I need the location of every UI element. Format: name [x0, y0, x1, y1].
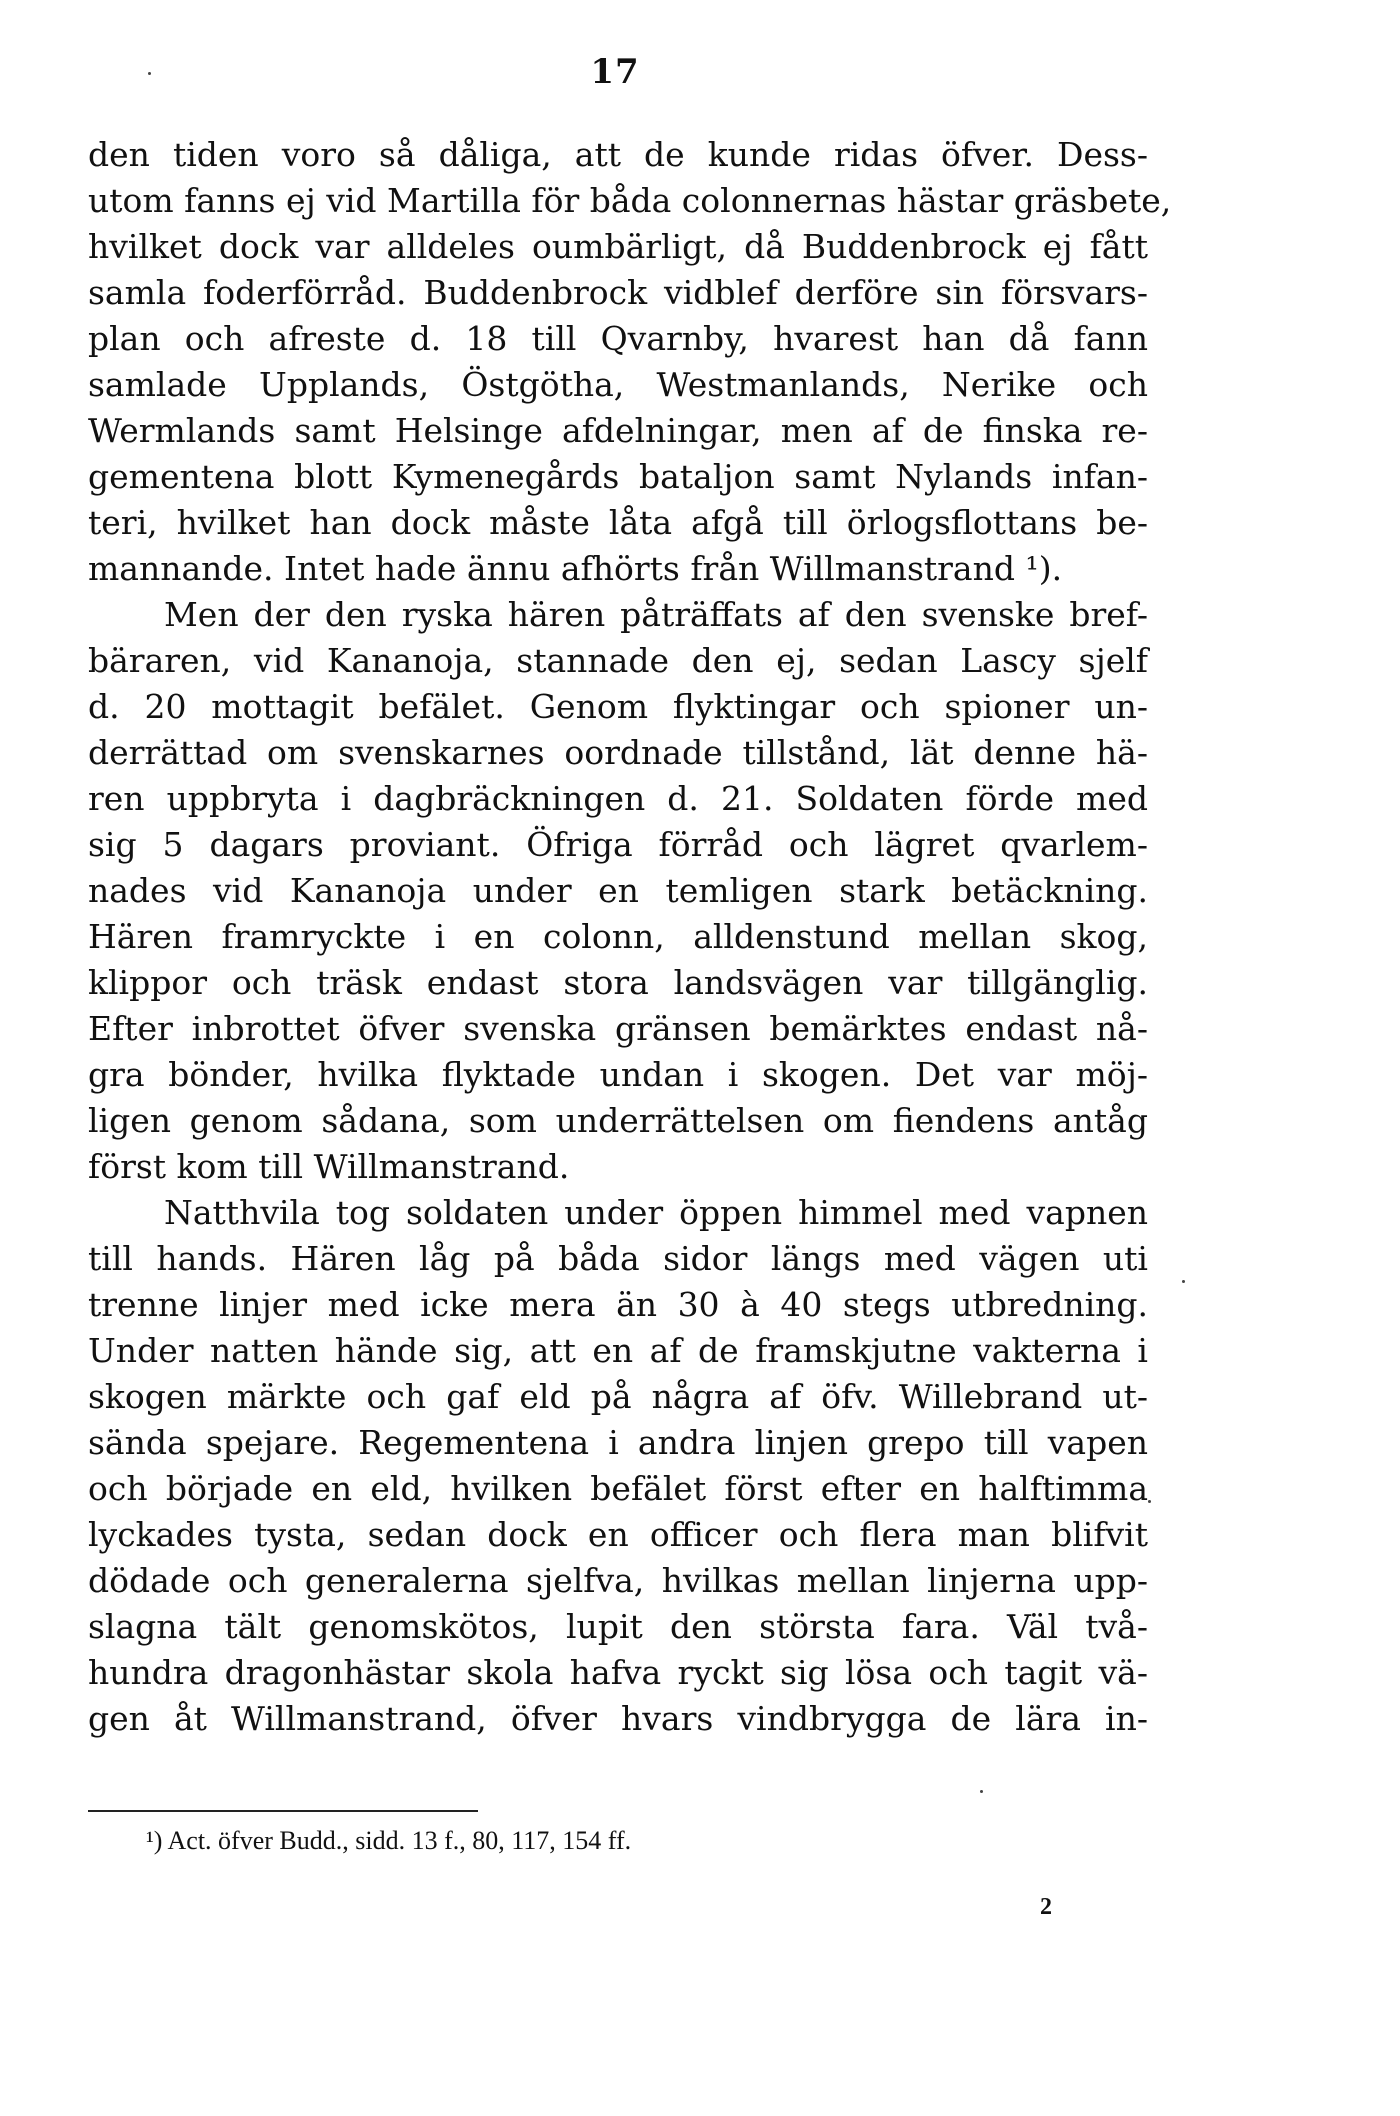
text-line: först kom till Willmanstrand. [88, 1147, 570, 1186]
text-line: hvilket dock var alldeles oumbärligt, då Buddenbrock ej fått [88, 227, 1148, 266]
text-line: dödade och generalerna sjelfva, hvilkas mellan linjerna upp- [88, 1561, 1148, 1600]
print-speck [148, 72, 151, 75]
text-line: nades vid Kananoja under en temligen stark betäckning. [88, 871, 1148, 910]
text-line: mannande. Intet hade ännu afhörts från Willmanstrand ¹). [88, 549, 1063, 588]
text-line: utom fanns ej vid Martilla för båda colonnernas hästar gräsbete, [88, 181, 1172, 220]
footnote-rule [88, 1810, 478, 1812]
text-line: plan och afreste d. 18 till Qvarnby, hvarest han då fann [88, 319, 1148, 358]
print-speck [1182, 1280, 1185, 1283]
text-line: samlade Upplands, Östgötha, Westmanlands, Nerike och [88, 365, 1148, 404]
print-speck [980, 1790, 983, 1793]
text-line: gen åt Willmanstrand, öfver hvars vindbrygga de lära in- [88, 1699, 1148, 1738]
text-line: lyckades tysta, sedan dock en officer och flera man blifvit [88, 1515, 1148, 1554]
body-text [88, 132, 1172, 1742]
print-speck [1148, 1500, 1151, 1503]
text-line: Under natten hände sig, att en af de framskjutne vakterna i [88, 1331, 1148, 1370]
text-line: d. 20 mottagit befälet. Genom flyktingar och spioner un- [88, 687, 1148, 726]
text-line: derrättad om svenskarnes oordnade tillstånd, lät denne hä- [88, 733, 1148, 772]
text-line: gementena blott Kymenegårds bataljon samt Nylands infan- [88, 457, 1148, 496]
text-line: samla foderförråd. Buddenbrock vidblef derföre sin försvars- [88, 273, 1148, 312]
text-line: trenne linjer med icke mera än 30 à 40 stegs utbredning. [88, 1285, 1148, 1324]
text-line: bäraren, vid Kananoja, stannade den ej, sedan Lascy sjelf [88, 641, 1148, 680]
text-line: ren uppbryta i dagbräckningen d. 21. Soldaten förde med [88, 779, 1148, 818]
text-line: teri, hvilket han dock måste låta afgå till örlogsflottans be- [88, 503, 1148, 542]
text-line: skogen märkte och gaf eld på några af öfv. Willebrand ut- [88, 1377, 1148, 1416]
text-line: den tiden voro så dåliga, att de kunde ridas öfver. Dess- [88, 135, 1148, 174]
text-line: klippor och träsk endast stora landsvägen var tillgänglig. [88, 963, 1148, 1002]
text-line: Men der den ryska hären påträffats af den svenske bref- [164, 595, 1148, 634]
text-line: hundra dragonhästar skola hafva ryckt sig lösa och tagit vä- [88, 1653, 1148, 1692]
text-line: och började en eld, hvilken befälet först efter en halftimma [88, 1469, 1148, 1508]
text-line: Hären framryckte i en colonn, alldenstund mellan skog, [88, 917, 1148, 956]
text-line: till hands. Hären låg på båda sidor längs med vägen uti [88, 1239, 1148, 1278]
signature-mark: 2 [1040, 1894, 1052, 1920]
text-line: sända spejare. Regementena i andra linjen grepo till vapen [88, 1423, 1148, 1462]
text-line: slagna tält genomskötos, lupit den största fara. Väl två- [88, 1607, 1148, 1646]
footnote: ¹) Act. öfver Budd., sidd. 13 f., 80, 117, 154 ff. [146, 1826, 632, 1855]
text-line: sig 5 dagars proviant. Öfriga förråd och lägret qvarlem- [88, 825, 1148, 864]
text-line: Efter inbrottet öfver svenska gränsen bemärktes endast nå- [88, 1009, 1148, 1048]
text-line: gra bönder, hvilka flyktade undan i skogen. Det var möj- [88, 1055, 1148, 1094]
text-line: Wermlands samt Helsinge afdelningar, men af de finska re- [88, 411, 1148, 450]
page-number: 17 [590, 52, 640, 92]
text-line: ligen genom sådana, som underrättelsen om fiendens antåg [88, 1101, 1148, 1140]
text-line: Natthvila tog soldaten under öppen himmel med vapnen [164, 1193, 1148, 1232]
